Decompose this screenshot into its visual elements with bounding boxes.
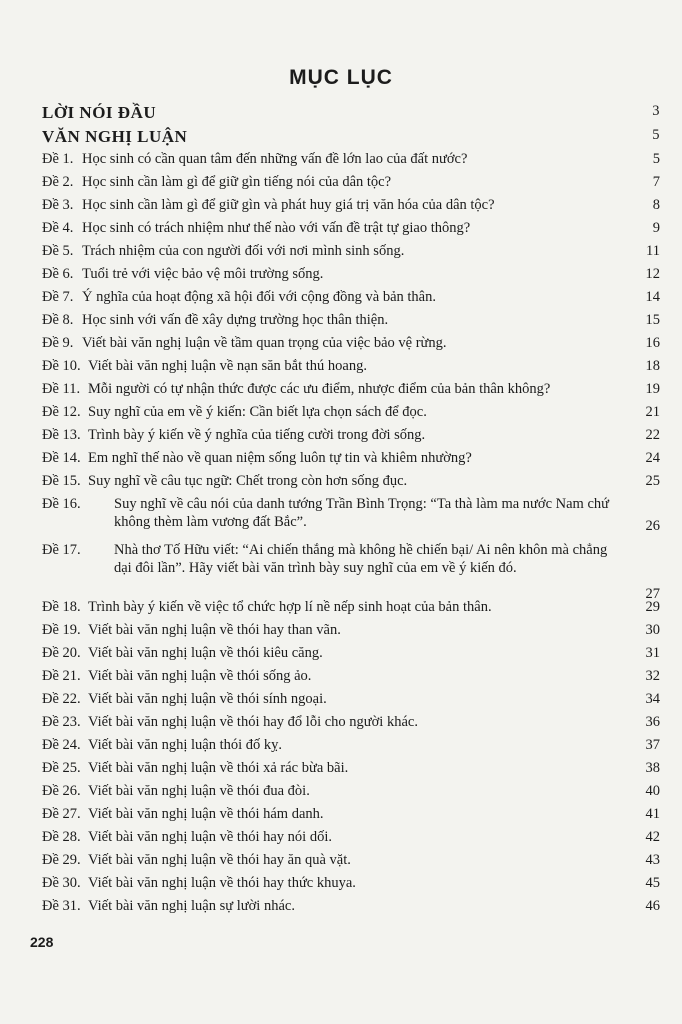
entry-page: 11: [646, 243, 660, 259]
entry-page: 24: [645, 450, 660, 466]
entry-title: Học sinh cần làm gì để giữ gìn tiếng nói của dân tộc?: [82, 174, 392, 190]
entry-number: Đề 11.: [42, 381, 81, 397]
entry-number: Đề 7.: [42, 289, 74, 305]
entry-number: Đề 10.: [42, 358, 81, 374]
entry-title: Học sinh cần làm gì để giữ gìn và phát huy giá trị văn hóa của dân tộc?: [82, 197, 495, 213]
entry-page: 26: [645, 518, 660, 534]
section-van-nghi-luan: [42, 127, 660, 147]
entry-title: Suy nghĩ về câu nói của danh tướng Trần Bình Trọng: “Ta thà làm ma nước Nam chứ không thèm làm vương đất Bắc”.: [114, 496, 609, 530]
entry-page: 14: [645, 289, 660, 305]
entry-page: 9: [652, 220, 660, 236]
entry-page: 31: [645, 645, 660, 661]
entry-number: Đề 9.: [42, 335, 74, 351]
entry-title: Viết bài văn nghị luận về thói sính ngoại.: [88, 691, 327, 707]
entry-title: Viết bài văn nghị luận về thói hay ăn quà vặt.: [88, 852, 351, 868]
entry-number: Đề 1.: [42, 151, 74, 167]
entry-title: Viết bài văn nghị luận về tầm quan trọng của việc bảo vệ rừng.: [82, 335, 447, 351]
section-page: 5: [652, 127, 660, 143]
entry-title: Trình bày ý kiến về ý nghĩa của tiếng cười trong đời sống.: [88, 427, 426, 443]
entry-page: 7: [652, 174, 660, 190]
entry-title: Viết bài văn nghị luận về thói hám danh.: [88, 806, 324, 822]
entry-title: Viết bài văn nghị luận về thói sống ảo.: [88, 668, 312, 684]
entry-page: 34: [645, 691, 660, 707]
entry-title: Nhà thơ Tố Hữu viết: “Ai chiến thắng mà không hề chiến bại/ Ai nên khôn mà chẳng dại đôi lần”. Hãy viết bài văn trình bày suy nghĩ của em về ý kiến đó.: [114, 542, 608, 576]
entry-number: Đề 28.: [42, 829, 81, 845]
entry-number: Đề 22.: [42, 691, 81, 707]
entry-number: Đề 31.: [42, 898, 81, 914]
entry-title: Viết bài văn nghị luận về nạn săn bắt thú hoang.: [88, 358, 367, 374]
entry-title: Trách nhiệm của con người đối với nơi mình sinh sống.: [82, 243, 405, 259]
entry-title: Mỗi người có tự nhận thức được các ưu điểm, nhược điểm của bản thân không?: [88, 381, 551, 397]
entry-page: 5: [652, 151, 660, 167]
entry-number: Đề 14.: [42, 450, 81, 466]
entry-number: Đề 6.: [42, 266, 74, 282]
entry-page: 40: [645, 783, 660, 799]
entry-number: Đề 16.: [42, 496, 81, 512]
entry-number: Đề 15.: [42, 473, 81, 489]
entry-number: Đề 2.: [42, 174, 74, 190]
page-number: 228: [30, 934, 54, 950]
entry-title: Viết bài văn nghị luận về thói kiêu căng.: [88, 645, 323, 661]
entry-title: Viết bài văn nghị luận thói đố kỵ.: [88, 737, 283, 753]
entry-number: Đề 5.: [42, 243, 74, 259]
section-loi-noi-dau: [42, 103, 660, 123]
entry-page: 32: [645, 668, 660, 684]
entry-number: Đề 26.: [42, 783, 81, 799]
entry-page: 15: [645, 312, 660, 328]
section-label: VĂN NGHỊ LUẬN: [42, 127, 188, 146]
entry-number: Đề 19.: [42, 622, 81, 638]
entry-page: 25: [645, 473, 660, 489]
entry-page: 21: [645, 404, 660, 420]
entry-title: Trình bày ý kiến về việc tổ chức hợp lí nề nếp sinh hoạt của bản thân.: [88, 599, 492, 615]
entry-page: 22: [645, 427, 660, 443]
entry-number: Đề 17.: [42, 542, 81, 558]
entry-page: 27: [645, 586, 660, 602]
section-page: 3: [652, 103, 660, 119]
entry-number: Đề 23.: [42, 714, 81, 730]
entry-page: 8: [652, 197, 660, 213]
entry-page: 41: [645, 806, 660, 822]
entry-number: Đề 18.: [42, 599, 81, 615]
entry-number: Đề 3.: [42, 197, 74, 213]
entry-page: 42: [645, 829, 660, 845]
entry-page: 43: [645, 852, 660, 868]
entry-title: Viết bài văn nghị luận về thói hay than vãn.: [88, 622, 341, 638]
entry-title: Học sinh có trách nhiệm như thế nào với vấn đề trật tự giao thông?: [82, 220, 471, 236]
entry-page: 37: [645, 737, 660, 753]
entry-page: 12: [645, 266, 660, 282]
entry-title: Viết bài văn nghị luận về thói hay đổ lỗi cho người khác.: [88, 714, 418, 730]
entry-page: 30: [645, 622, 660, 638]
entry-page: 29: [645, 599, 660, 615]
entry-page: 38: [645, 760, 660, 776]
entry-title: Viết bài văn nghị luận về thói hay thức khuya.: [88, 875, 356, 891]
entry-page: 36: [645, 714, 660, 730]
entry-number: Đề 8.: [42, 312, 74, 328]
entry-page: 18: [645, 358, 660, 374]
entry-page: 16: [645, 335, 660, 351]
entry-title: Viết bài văn nghị luận sự lười nhác.: [88, 898, 295, 914]
entry-number: Đề 12.: [42, 404, 81, 420]
entry-number: Đề 20.: [42, 645, 81, 661]
entry-page: 46: [645, 898, 660, 914]
entry-number: Đề 24.: [42, 737, 81, 753]
entry-number: Đề 13.: [42, 427, 81, 443]
page-title: MỤC LỤC: [289, 66, 393, 89]
entry-number: Đề 30.: [42, 875, 81, 891]
section-label: LỜI NÓI ĐẦU: [42, 103, 157, 122]
entry-number: Đề 25.: [42, 760, 81, 776]
entry-number: Đề 29.: [42, 852, 81, 868]
entry-title: Viết bài văn nghị luận về thói xả rác bừa bãi.: [88, 760, 349, 776]
entry-title: Viết bài văn nghị luận về thói đua đòi.: [88, 783, 310, 799]
entry-title: Em nghĩ thế nào về quan niệm sống luôn tự tin và khiêm nhường?: [88, 450, 472, 466]
entry-page: 19: [645, 381, 660, 397]
entry-title: Viết bài văn nghị luận về thói hay nói dối.: [88, 829, 332, 845]
entry-page: 45: [645, 875, 660, 891]
entry-title: Suy nghĩ của em về ý kiến: Cần biết lựa chọn sách để đọc.: [88, 404, 427, 420]
entry-title: Suy nghĩ về câu tục ngữ: Chết trong còn hơn sống đục.: [88, 473, 408, 489]
entry-title: Tuổi trẻ với việc bảo vệ môi trường sống.: [82, 266, 324, 282]
entry-number: Đề 21.: [42, 668, 81, 684]
entry-title: Ý nghĩa của hoạt động xã hội đối với cộng đồng và bản thân.: [82, 289, 436, 305]
entry-title: Học sinh có cần quan tâm đến những vấn đề lớn lao của đất nước?: [82, 151, 468, 167]
entry-number: Đề 27.: [42, 806, 81, 822]
entry-number: Đề 4.: [42, 220, 74, 236]
entry-title: Học sinh với vấn đề xây dựng trường học thân thiện.: [82, 312, 389, 328]
